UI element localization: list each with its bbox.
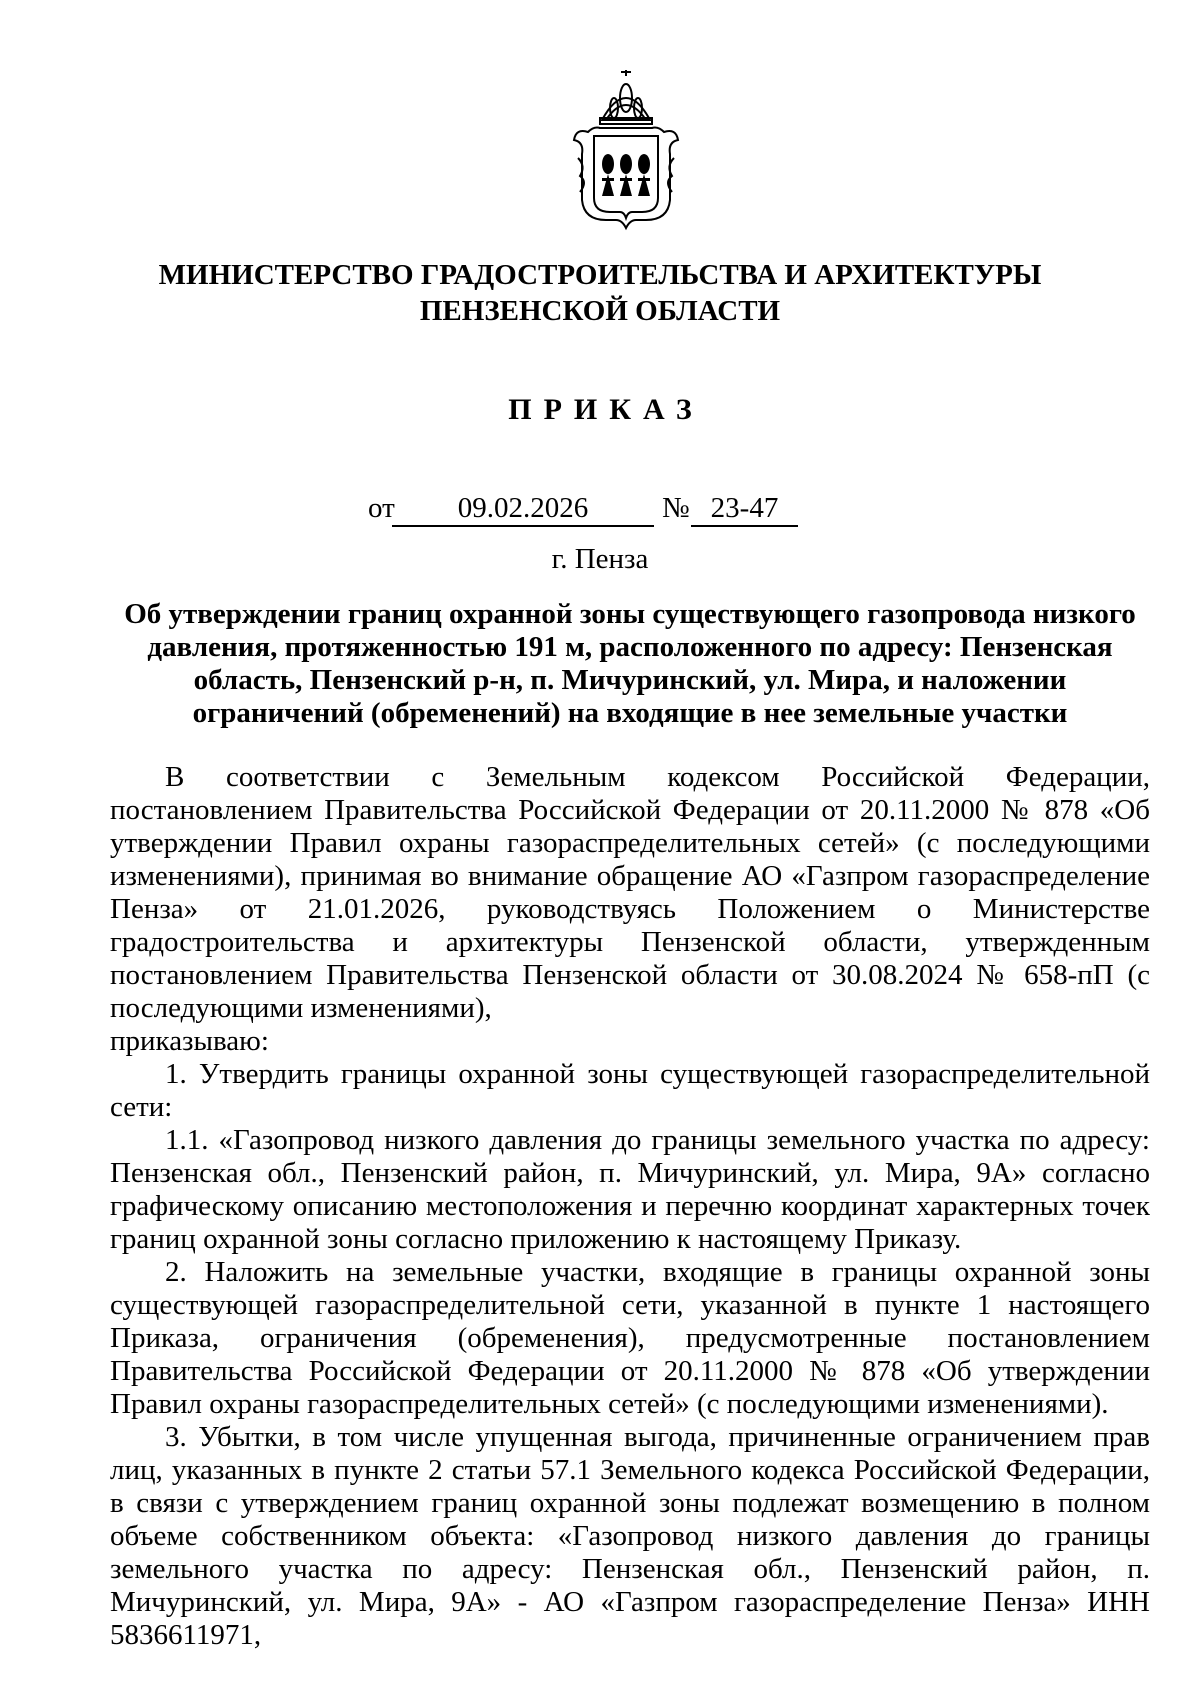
document-type-title: ПРИКАЗ	[508, 393, 704, 426]
number-sign: №	[662, 492, 690, 524]
document-city: г. Пенза	[551, 543, 649, 575]
clause-2: 2. Наложить на земельные участки, входящие в границы охранной зоны существующей газораспределительной сети, указанной в пункте 1 настоящего Приказа, ограничения (обременения), предусмотренные постановлением Правительства Российской Федерации от 20.11.2000 № 878 «Об утверждении Правил охраны газораспределительных сетей» (с последующими изменениями).	[110, 1256, 1150, 1420]
clause-1-1: 1.1. «Газопровод низкого давления до границы земельного участка по адресу: Пензенская обл., Пензенский район, п. Мичуринский, ул. Мира, 9А» согласно графическому описанию местоположения и перечню координат характерных точек границ охранной зоны согласно приложению к настоящему Приказу.	[110, 1124, 1150, 1255]
document-body	[110, 761, 1150, 1652]
ministry-name	[0, 257, 1200, 329]
date-prefix: от	[368, 492, 395, 524]
preamble-paragraph: В соответствии с Земельным кодексом Российской Федерации, постановлением Правительства Российской Федерации от 20.11.2000 № 878 «Об утверждении Правил охраны газораспределительных сетей» (с последующими изменениями), принимая во внимание обращение АО «Газпром газораспределение Пенза» от 21.01.2026, руководствуясь Положением о Министерстве градостроительства и архитектуры Пензенской области, утвержденным постановлением Правительства Пензенской области от 30.08.2024 № 658-пП (с последующими изменениями),	[110, 761, 1150, 1024]
document-number: 23-47	[691, 492, 798, 527]
document-date: 09.02.2026	[392, 492, 654, 527]
date-number-line	[0, 492, 1200, 528]
order-word: приказываю:	[110, 1025, 269, 1057]
clause-3: 3. Убытки, в том числе упущенная выгода, причиненные ограничением прав лиц, указанных в пункте 2 статьи 57.1 Земельного кодекса Российской Федерации, в связи с утверждением границ охранной зоны подлежат возмещению в полном объеме собственником объекта: «Газопровод низкого давления до границы земельного участка по адресу: Пензенская обл., Пензенский район, п. Мичуринский, ул. Мира, 9А» - АО «Газпром газораспределение Пенза» ИНН 5836611971,	[110, 1421, 1150, 1651]
clause-1: 1. Утвердить границы охранной зоны существующей газораспределительной сети:	[110, 1058, 1150, 1123]
document-subject: Об утверждении границ охранной зоны существующего газопровода низкого давления, протяженностью 191 м, расположенного по адресу: Пензенская область, Пензенский р-н, п. Мичуринский, ул. Мира, и наложении ограничений (обременений) на входящие в нее земельные участки	[124, 598, 1136, 729]
coat-of-arms-emblem	[566, 70, 686, 232]
ministry-name-line2: ПЕНЗЕНСКОЙ ОБЛАСТИ	[419, 295, 781, 327]
ministry-name-line1: МИНИСТЕРСТВО ГРАДОСТРОИТЕЛЬСТВА И АРХИТЕКТУРЫ	[158, 259, 1042, 291]
